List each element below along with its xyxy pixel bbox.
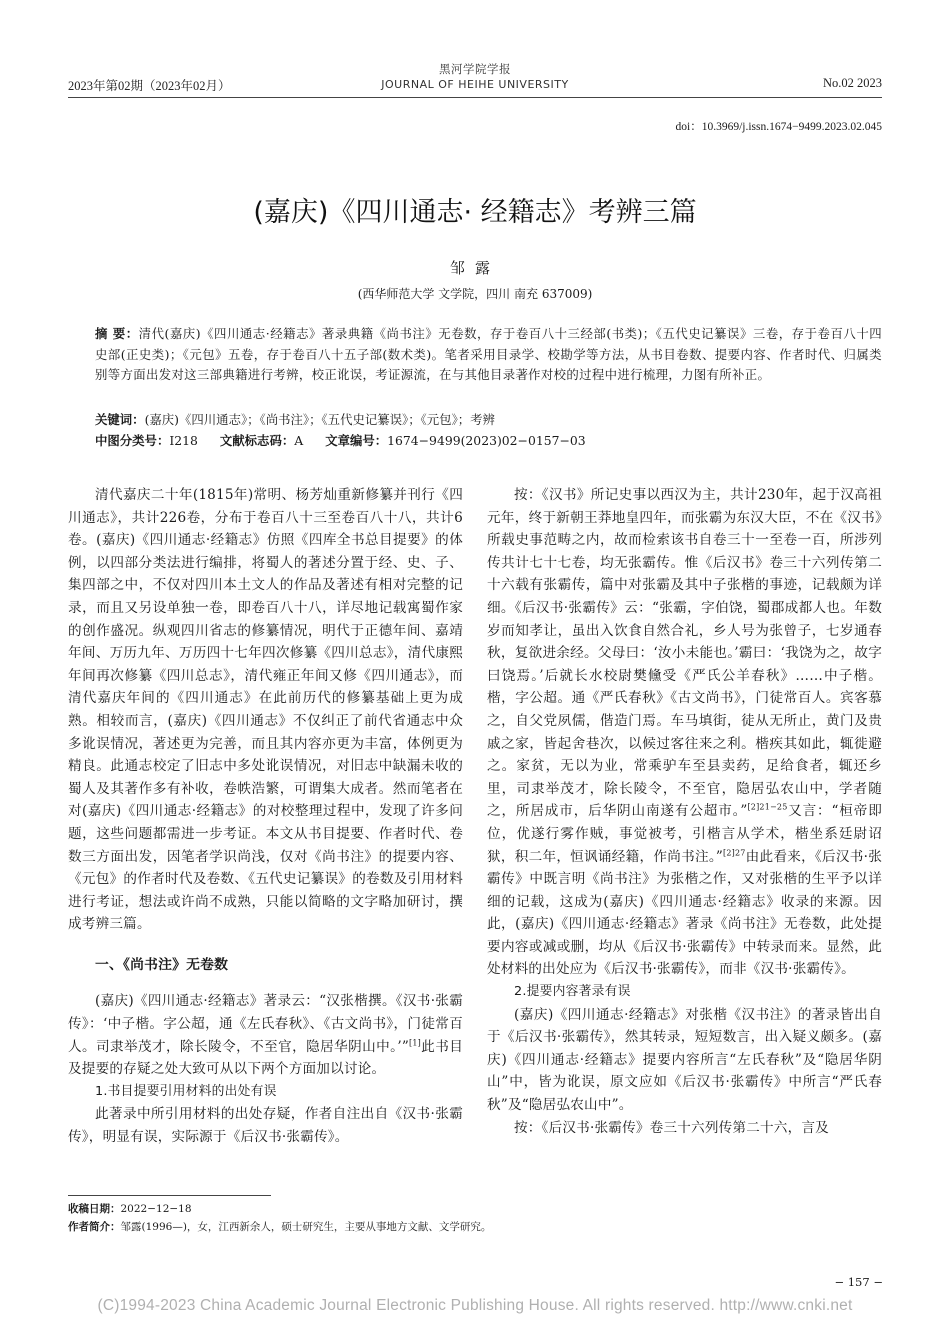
paragraph: 此著录中所引用材料的出处存疑，作者自注出自《汉书·张霸传》，明显有误，实际源于《后汉书·张霸传》。 xyxy=(68,1106,463,1146)
intro-paragraph: 清代嘉庆二十年(1815年)常明、杨芳灿重新修纂并刊行《四川通志》，共计226卷，分布于卷百八十三至卷百八十八，共计6卷。(嘉庆)《四川通志·经籍志》仿照《四库全书总目提要》的体例，以四部分类法进行编排，将蜀人的著述分置于经、史、子、集四部之中，不仅对四川本土文人的作品及著述有相对完整的记录，而且又另设单独一卷，即卷百八十八，详尽地记载寓蜀作家的创作盛况。纵观四川省志的修纂情况，明代于正德年间、嘉靖年间、万历九年、万历四十七年四次修纂《四川总志》，清代康熙年间再次修纂《四川总志》，清代雍正年间又修《四川通志》，而清代嘉庆年间的《四川通志》在此前历代的修纂基础上更为成熟。相较而言，(嘉庆)《四川通志》不仅纠正了前代省通志中众多讹误情况，著述更为完善，而且其内容亦更为丰富，体例更为精良。此通志校定了旧志中多处讹误情况，对旧志中缺漏未收的蜀人及其著作多有补收，卷帙浩繁，可谓集大成者。然而笔者在对(嘉庆)《四川通志·经籍志》的对校整理过程中，发现了许多问题，这些问题都需进一步考证。本文从书目提要、作者时代、卷数三方面出发，因笔者学识尚浅，仅对《尚书注》的提要内容、《元包》的作者时代及卷数、《五代史记纂误》的卷数及引用材料进行考证，想法或许尚不成熟，只能以简略的文字略加研讨，撰成考辨三篇。 xyxy=(68,487,463,933)
paper-title: (嘉庆)《四川通志· 经籍志》考辨三篇 xyxy=(253,197,697,228)
clc-label: 中图分类号： xyxy=(95,433,170,448)
issue-number: No.02 2023 xyxy=(822,76,882,90)
clc-value: I218 xyxy=(169,433,198,448)
copyright-watermark: (C)1994-2023 China Academic Journal Electronic Publishing House. All rights reserved. http://www.cnki.net xyxy=(97,1297,853,1314)
affiliation: (西华师范大学 文学院，四川 南充 637009) xyxy=(357,287,593,301)
citation[interactable]: [1] xyxy=(409,1038,421,1048)
footnote-rule xyxy=(68,1195,271,1196)
article-number-value: 1674−9499(2023)02−0157−03 xyxy=(387,433,586,448)
left-column xyxy=(68,484,463,1149)
keywords-text: (嘉庆)《四川通志》；《尚书注》；《五代史记纂误》；《元包》；考辨 xyxy=(144,412,495,427)
doi[interactable]: doi：10.3969/j.issn.1674−9499.2023.02.045 xyxy=(675,121,882,133)
paragraph: (嘉庆)《四川通志·经籍志》对张楷《汉书注》的著录皆出自于《后汉书·张霸传》，然其转录，短短数言，出入疑义颇多。(嘉庆)《四川通志·经籍志》提要内容所言“左氏春秋”及“隐居华阴山”中，皆为讹误，原文应如《后汉书·张霸传》中所言“严氏春秋”及“隐居弘农山中”。 xyxy=(487,1006,882,1114)
section-heading-1: 一、《尚书注》无卷数 xyxy=(95,956,229,973)
subheading-2: 2.提要内容著录有误 xyxy=(514,984,631,1000)
citation[interactable]: [2]27 xyxy=(723,847,746,857)
right-column xyxy=(487,484,882,1139)
keywords-label: 关键词： xyxy=(95,412,145,427)
abstract-label: 摘 要： xyxy=(95,326,139,341)
page-number: − 157 − xyxy=(834,1275,883,1289)
classification-line xyxy=(95,431,882,451)
doc-code-label: 文献标志码： xyxy=(219,433,295,448)
author: 邹露 xyxy=(449,259,500,277)
paragraph: 按：《后汉书·张霸传》卷三十六列传第二十六，言及 xyxy=(514,1119,829,1136)
journal-name-en: JOURNAL OF HEIHE UNIVERSITY xyxy=(381,78,569,91)
keywords xyxy=(95,410,882,430)
author-bio: 作者简介：邹露(1996—)，女，江西新余人，硕士研究生，主要从事地方文献、文学研究。 xyxy=(68,1221,492,1233)
journal-name-cn: 黑河学院学报 xyxy=(439,62,511,76)
citation[interactable]: [2]21−25 xyxy=(747,802,788,812)
subheading-1: 1.书目提要引用材料的出处有误 xyxy=(95,1083,277,1099)
paragraph: (嘉庆)《四川通志·经籍志》著录云：“汉张楷撰。《汉书·张霸传》：‘中子楷。字公超，通《左氏春秋》、《古文尚书》，门徒常百人。司隶举茂才，除长陵令，不至官，隐居华阴山中。’”[1]此书目及提要的存疑之处大致可从以下两个方面加以讨论。 xyxy=(68,993,463,1078)
article-number-label: 文章编号： xyxy=(325,433,388,448)
abstract xyxy=(95,324,882,386)
header-rule xyxy=(68,97,882,98)
doc-code-value: A xyxy=(294,433,304,448)
abstract-text: 清代(嘉庆)《四川通志·经籍志》著录典籍《尚书注》无卷数，存于卷百八十三经部(书类)；《五代史记纂误》三卷，存于卷百八十四史部(正史类)；《元包》五卷，存于卷百八十五子部(数术类)。笔者采用目录学、校勘学等方法，从书目卷数、提要内容、作者时代、归属类别等方面出发对这三部典籍进行考辨，校正讹误，考证源流，在与其他目录著作对校的过程中进行梳理，力图有所补正。 xyxy=(95,326,882,382)
paragraph: 按：《汉书》所记史事以西汉为主，共计230年，起于汉高祖元年，终于新朝王莽地皇四年，而张霸为东汉大臣，不在《汉书》所载史事范畴之内，故而检索该书自卷三十一至卷一百，所涉列传共计七十七卷，均无张霸传。惟《后汉书》卷三十六列传第二十六载有张霸传，篇中对张霸及其中子张楷的事迹，记载颇为详细。《后汉书·张霸传》云：“张霸，字伯饶，蜀郡成都人也。年数岁而知孝让，虽出入饮食自然合礼，乡人号为张曾子，七岁通春秋，复欲进余经。父母曰：‘汝小未能也。’霸曰：‘我饶为之，故字曰饶焉。’后就长水校尉樊儵受《严氏公羊春秋》……中子楷。楷，字公超。通《严氏春秋》《古文尚书》，门徒常百人。宾客慕之，自父党夙儒，偕造门焉。车马填街，徒从无所止，黄门及贵戚之家，皆起舍巷次，以候过客往来之利。楷疾其如此，辄徙避之。家贫，无以为业，常乘驴车至县卖药，足给食者，辄还乡里，司隶举茂才，除长陵令，不至官，隐居弘农山中，学者随之，所居成市，后华阴山南遂有公超市。”$^{[2]21-25}$又言：“桓帝即位，优遂行雾作贼，事觉被考，引楷言从学术，楷坐系廷尉诏狱，积二年，恒讽诵经籍，作尚书注。”$^{[2]27}$由此看来，《后汉书·张霸传》中既言明《尚书注》为张楷之作，又对张楷的生平予以详细的记载，这成为(嘉庆)《四川通志·经籍志》收录的来源。因此，(嘉庆)《四川通志·经籍志》著录《尚书注》无卷数，此处提要内容或减或删，均从《后汉书·张霸传》中转录而来。显然，此处材料的出处应为《后汉书·张霸传》，而非《汉书·张霸传》。 xyxy=(487,487,882,978)
issue-info: 2023年第02期（2023年02月） xyxy=(68,79,231,93)
received-date: 收稿日期：2022−12−18 xyxy=(68,1203,192,1215)
